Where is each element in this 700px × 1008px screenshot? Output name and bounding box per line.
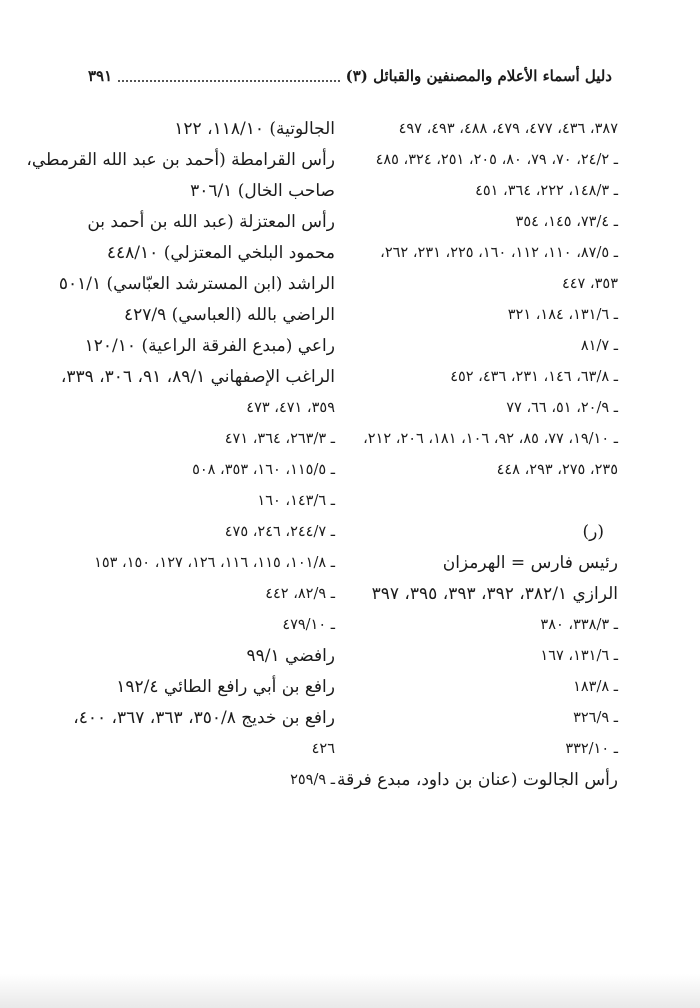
page-number: ٣٩١ <box>88 67 113 85</box>
index-reference-line: ـ ١٨٣/٨ <box>573 679 618 695</box>
index-column-right <box>337 114 618 796</box>
header-title: دليل أسماء الأعلام والمصنفين والقبائل (٣) <box>345 67 612 85</box>
index-reference-line: ـ ٢٤/٢، ٧٠، ٧٩، ٨٠، ٢٠٥، ٢٥١، ٣٢٤، ٤٨٥ <box>375 152 618 168</box>
index-reference-line: ـ ١٤٣/٦، ١٦٠ <box>257 493 335 509</box>
index-entry: رافع بن أبي رافع الطائي ١٩٢/٤ <box>116 677 335 697</box>
index-reference-line: ـ ٢٤٤/٧، ٢٤٦، ٤٧٥ <box>224 524 335 540</box>
index-reference-line: ـ ٢٦٣/٣، ٣٦٤، ٤٧١ <box>224 431 335 447</box>
index-entry: رئيس فارس = الهرمزان <box>442 553 618 573</box>
index-reference-line: ـ ٤٧٩/١٠ <box>282 617 335 633</box>
index-reference-line: ـ ٨٧/٥، ١١٠، ١١٢، ١٦٠، ٢٢٥، ٢٣١، ٢٦٢، <box>380 245 618 261</box>
index-reference-line: ـ ٨١/٧ <box>580 338 618 354</box>
index-reference-line: ـ ٣٣٨/٣، ٣٨٠ <box>540 617 618 633</box>
index-reference-line: ٤٢٦ <box>311 741 335 757</box>
index-entry: راعي (مبدع الفرقة الراعية) ١٢٠/١٠ <box>84 336 335 356</box>
index-entry: الراضي بالله (العباسي) ٤٢٧/٩ <box>123 305 335 325</box>
index-entry: محمود البلخي المعتزلي) ٤٤٨/١٠ <box>106 243 335 263</box>
index-reference-line: ـ ١٩/١٠، ٧٧، ٨٥، ٩٢، ١٠٦، ١٨١، ٢٠٦، ٢١٢، <box>363 431 618 447</box>
index-reference-line: ـ ٣٢٦/٩ <box>573 710 618 726</box>
index-reference-line: ـ ١٤٨/٣، ٢٢٢، ٣٦٤، ٤٥١ <box>475 183 618 199</box>
index-entry: الرازي ٣٨٢/١، ٣٩٢، ٣٩٣، ٣٩٥، ٣٩٧ <box>371 584 618 604</box>
index-reference-line: ـ ٦٣/٨، ١٤٦، ٢٣١، ٤٣٦، ٤٥٢ <box>450 369 618 385</box>
index-entry: الجالوتية) ١١٨/١٠، ١٢٢ <box>174 119 335 139</box>
section-heading: (ر) <box>582 522 604 542</box>
index-reference-line: ـ ١٣١/٦، ١٨٤، ٣٢١ <box>507 307 618 323</box>
index-entry: الراشد (ابن المسترشد العبّاسي) ٥٠١/١ <box>58 274 335 294</box>
index-reference-line: ٢٣٥، ٢٧٥، ٢٩٣، ٤٤٨ <box>496 462 618 478</box>
index-reference-line: ـ ١١٥/٥، ١٦٠، ٣٥٣، ٥٠٨ <box>192 462 335 478</box>
index-reference-line: ٣٥٩، ٤٧١، ٤٧٣ <box>246 400 335 416</box>
index-reference-line: ٣٥٣، ٤٤٧ <box>561 276 618 292</box>
page-bottom-shadow <box>0 974 700 1008</box>
index-reference-line <box>373 486 618 517</box>
index-entry: رافضي ٩٩/١ <box>246 646 335 666</box>
index-reference-line: ـ ١٠١/٨، ١١٥، ١١٦، ١٢٦، ١٢٧، ١٥٠، ١٥٣ <box>94 555 335 571</box>
index-reference-line: ـ ١٣١/٦، ١٦٧ <box>540 648 618 664</box>
index-entry: صاحب الخال) ٣٠٦/١ <box>190 181 335 201</box>
index-entry: رأس القرامطة (أحمد بن عبد الله القرمطي، <box>26 150 335 170</box>
running-header <box>88 62 612 90</box>
index-entry: رافع بن خديج ٣٥٠/٨، ٣٦٣، ٣٦٧، ٤٠٠، <box>73 708 335 728</box>
index-reference-line: ـ ٢٠/٩، ٥١، ٦٦، ٧٧ <box>506 400 618 416</box>
index-reference-line: ـ ٢٥٩/٩ <box>290 772 335 788</box>
header-leader-dots <box>118 80 339 82</box>
index-reference-line: ـ ٣٣٢/١٠ <box>565 741 618 757</box>
index-entry: رأس الجالوت (عنان بن داود، مبدع فرقة <box>337 770 618 790</box>
index-reference-line: ـ ٧٣/٤، ١٤٥، ٣٥٤ <box>515 214 618 230</box>
index-entry: رأس المعتزلة (عبد الله بن أحمد بن <box>87 212 335 232</box>
index-column-left <box>26 114 335 796</box>
index-reference-line: ٣٨٧، ٤٣٦، ٤٧٧، ٤٧٩، ٤٨٨، ٤٩٣، ٤٩٧ <box>398 121 618 137</box>
index-entry: الراغب الإصفهاني ٨٩/١، ٩١، ٣٠٦، ٣٣٩، <box>60 367 335 387</box>
index-reference-line: ـ ٨٢/٩، ٤٤٢ <box>265 586 335 602</box>
